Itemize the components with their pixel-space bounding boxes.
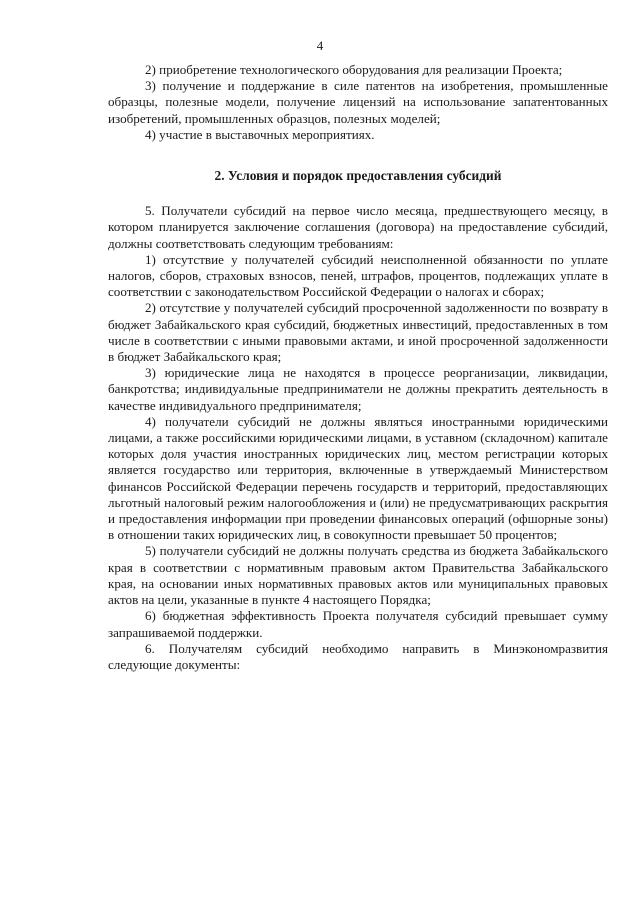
paragraph-item-4: 4) участие в выставочных мероприятиях.: [145, 126, 375, 142]
paragraph-requirement-4: 4) получатели субсидий не должны являться иностранными юридическими лицами, а также российскими юридическими лицами, в уставном (складочном) капитале которых доля участия иностранных юридических лиц, местом регистрации которых является государство или территория, включенные в утверждаемый Министерством финансов Российской Федерации перечень государств и территорий, предоставляющих льготный налоговый режим налогообложения и (или) не предусматривающих раскрытия и предоставления информации при проведении финансовых операций (офшорные зоны) в отношении таких юридических лиц, в совокупности превышает 50 процентов;: [108, 413, 608, 543]
paragraph-requirement-3: 3) юридические лица не находятся в процессе реорганизации, ликвидации, банкротства; индивидуальные предприниматели не должны прекратить деятельность в качестве индивидуального предпринимателя;: [108, 365, 608, 413]
paragraph-item-3: 3) получение и поддержание в силе патентов на изобретения, промышленные образцы, полезные модели, получение лицензий на использование запатентованных изобретений, промышленных образцов, полезных моделей;: [108, 78, 608, 126]
paragraph-requirement-2: 2) отсутствие у получателей субсидий просроченной задолженности по возврату в бюджет Забайкальского края субсидий, бюджетных инвестиций, предоставленных в том числе в соответствии с иными правовыми актами, и иной просроченной задолженности в бюджет Забайкальского края;: [108, 300, 608, 365]
page-number: 4: [316, 38, 324, 53]
paragraph-clause-5: 5. Получатели субсидий на первое число месяца, предшествующего месяцу, в котором планируется заключение соглашения (договора) на предоставление субсидий, должны соответствовать следующим требованиям:: [108, 203, 608, 251]
paragraph-item-2: 2) приобретение технологического оборудования для реализации Проекта;: [145, 62, 563, 77]
paragraph-requirement-6: 6) бюджетная эффективность Проекта получателя субсидий превышает сумму запрашиваемой поддержки.: [108, 608, 608, 640]
paragraph-requirement-1: 1) отсутствие у получателей субсидий неисполненной обязанности по уплате налогов, сборов, страховых взносов, пеней, штрафов, процентов, подлежащих уплате в соответствии с законодательством Российской Федерации о налогах и сборах;: [108, 251, 608, 300]
paragraph-clause-6: 6. Получателям субсидий необходимо направить в Минэкономразвития следующие документы:: [108, 640, 608, 672]
paragraph-requirement-5: 5) получатели субсидий не должны получать средства из бюджета Забайкальского края в соответствии с нормативным правовым актом Правительства Забайкальского края, на основании иных нормативных правовых актов или муниципальных правовых актов на цели, указанные в пункте 4 настоящего Порядка;: [108, 543, 608, 608]
document-body: [108, 62, 608, 673]
section-title: 2. Условия и порядок предоставления субсидий: [214, 168, 502, 184]
